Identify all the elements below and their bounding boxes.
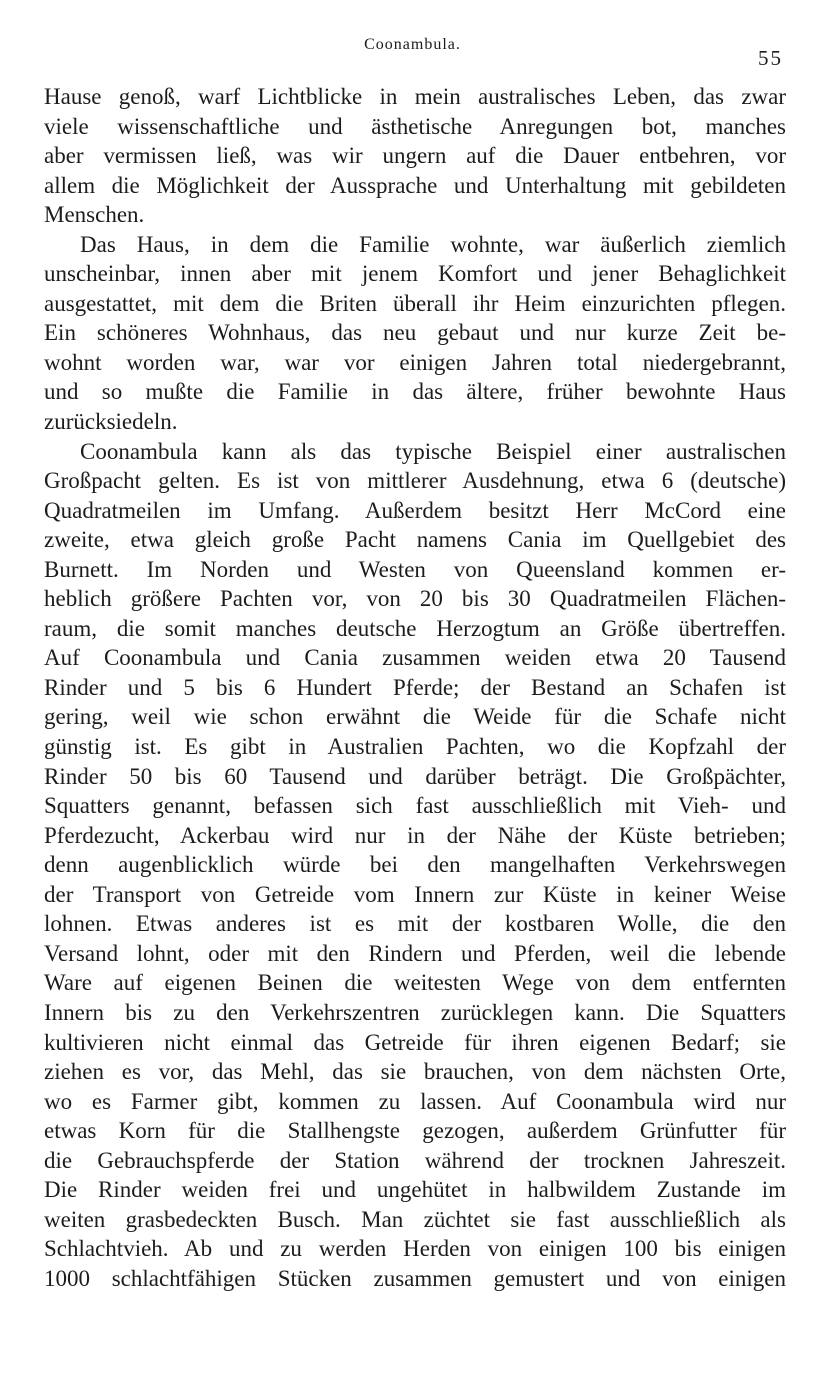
text-line: etwas Korn für die Stallhengste gezogen, außerdem Grünfutter für <box>44 1118 786 1144</box>
text-line: zurücksiedeln. <box>44 409 178 435</box>
text-line: Ware auf eigenen Beinen die weitesten Wege von dem entfernten <box>44 970 786 996</box>
text-line: viele wissenschaftliche und ästhetische Anregungen bot, manches <box>44 113 786 139</box>
text-line: Die Rinder weiden frei und ungehütet in halbwildem Zustande im <box>44 1177 786 1203</box>
text-line: wohnt worden war, war vor einigen Jahren total niedergebrannt, <box>44 349 786 375</box>
text-line: Versand lohnt, oder mit den Rindern und Pferden, weil die lebende <box>44 940 786 966</box>
text-line: ziehen es vor, das Mehl, das sie brauchen, von dem nächsten Orte, <box>44 1059 786 1085</box>
running-head: Coonambula. <box>364 36 461 53</box>
text-line: aber vermissen ließ, was wir ungern auf die Dauer entbehren, vor <box>44 143 786 169</box>
text-line: zweite, etwa gleich große Pacht namens Cania im Quellgebiet des <box>44 527 786 553</box>
text-line: Burnett. Im Norden und Westen von Queensland kommen er- <box>44 556 786 582</box>
text-line: 1000 schlachtfähigen Stücken zusammen gemustert und von einigen <box>44 1265 786 1291</box>
text-line: Quadratmeilen im Umfang. Außerdem besitzt Herr McCord eine <box>44 497 786 523</box>
page-number: 55 <box>758 46 783 70</box>
text-line: die Gebrauchspferde der Station während der trocknen Jahreszeit. <box>44 1147 786 1173</box>
paragraph <box>44 437 786 1294</box>
text-line: ausgestattet, mit dem die Briten überall ihr Heim einzurichten pflegen. <box>44 290 786 316</box>
text-line: kultivieren nicht einmal das Getreide für ihren eigenen Bedarf; sie <box>44 1029 786 1055</box>
text-line: Großpacht gelten. Es ist von mittlerer Ausdehnung, etwa 6 (deutsche) <box>44 468 786 494</box>
text-line: wo es Farmer gibt, kommen zu lassen. Auf Coonambula wird nur <box>44 1088 786 1114</box>
text-line: Menschen. <box>44 202 145 228</box>
paragraph <box>44 230 786 437</box>
text-line: Innern bis zu den Verkehrszentren zurücklegen kann. Die Squatters <box>44 999 786 1025</box>
text-line: raum, die somit manches deutsche Herzogtum an Größe übertreffen. <box>44 615 786 641</box>
body-text <box>44 82 786 1293</box>
text-line: lohnen. Etwas anderes ist es mit der kostbaren Wolle, die den <box>44 911 786 937</box>
text-line: Hause genoß, warf Lichtblicke in mein australisches Leben, das zwar <box>44 84 786 109</box>
text-line: günstig ist. Es gibt in Australien Pachten, wo die Kopfzahl der <box>44 734 786 760</box>
text-line: weiten grasbedeckten Busch. Man züchtet sie fast ausschließlich als <box>44 1206 786 1232</box>
text-line: Rinder 50 bis 60 Tausend und darüber beträgt. Die Großpächter, <box>44 763 786 789</box>
text-line: und so mußte die Familie in das ältere, früher bewohnte Haus <box>44 379 786 405</box>
text-line: Pferdezucht, Ackerbau wird nur in der Nähe der Küste betrieben; <box>44 822 786 848</box>
text-line: unscheinbar, innen aber mit jenem Komfort und jener Behaglichkeit <box>44 261 786 287</box>
text-line: Ein schöneres Wohnhaus, das neu gebaut und nur kurze Zeit be- <box>44 320 786 346</box>
text-line: Auf Coonambula und Cania zusammen weiden etwa 20 Tausend <box>44 645 786 671</box>
text-line: heblich größere Pachten vor, von 20 bis 30 Quadratmeilen Flächen- <box>44 586 786 612</box>
text-line: gering, weil wie schon erwähnt die Weide für die Schafe nicht <box>44 704 786 730</box>
text-line: Coonambula kann als das typische Beispiel einer australischen <box>80 438 786 464</box>
text-line: Squatters genannt, befassen sich fast ausschließlich mit Vieh- und <box>44 793 786 819</box>
text-line: Das Haus, in dem die Familie wohnte, war äußerlich ziemlich <box>80 231 786 257</box>
paragraph <box>44 82 786 230</box>
text-line: Schlachtvieh. Ab und zu werden Herden von einigen 100 bis einigen <box>44 1236 786 1262</box>
text-line: Rinder und 5 bis 6 Hundert Pferde; der Bestand an Schafen ist <box>44 674 786 700</box>
text-line: denn augenblicklich würde bei den mangelhaften Verkehrswegen <box>44 852 786 878</box>
text-line: der Transport von Getreide vom Innern zur Küste in keiner Weise <box>44 881 786 907</box>
text-line: allem die Möglichkeit der Aussprache und Unterhaltung mit gebildeten <box>44 172 786 198</box>
